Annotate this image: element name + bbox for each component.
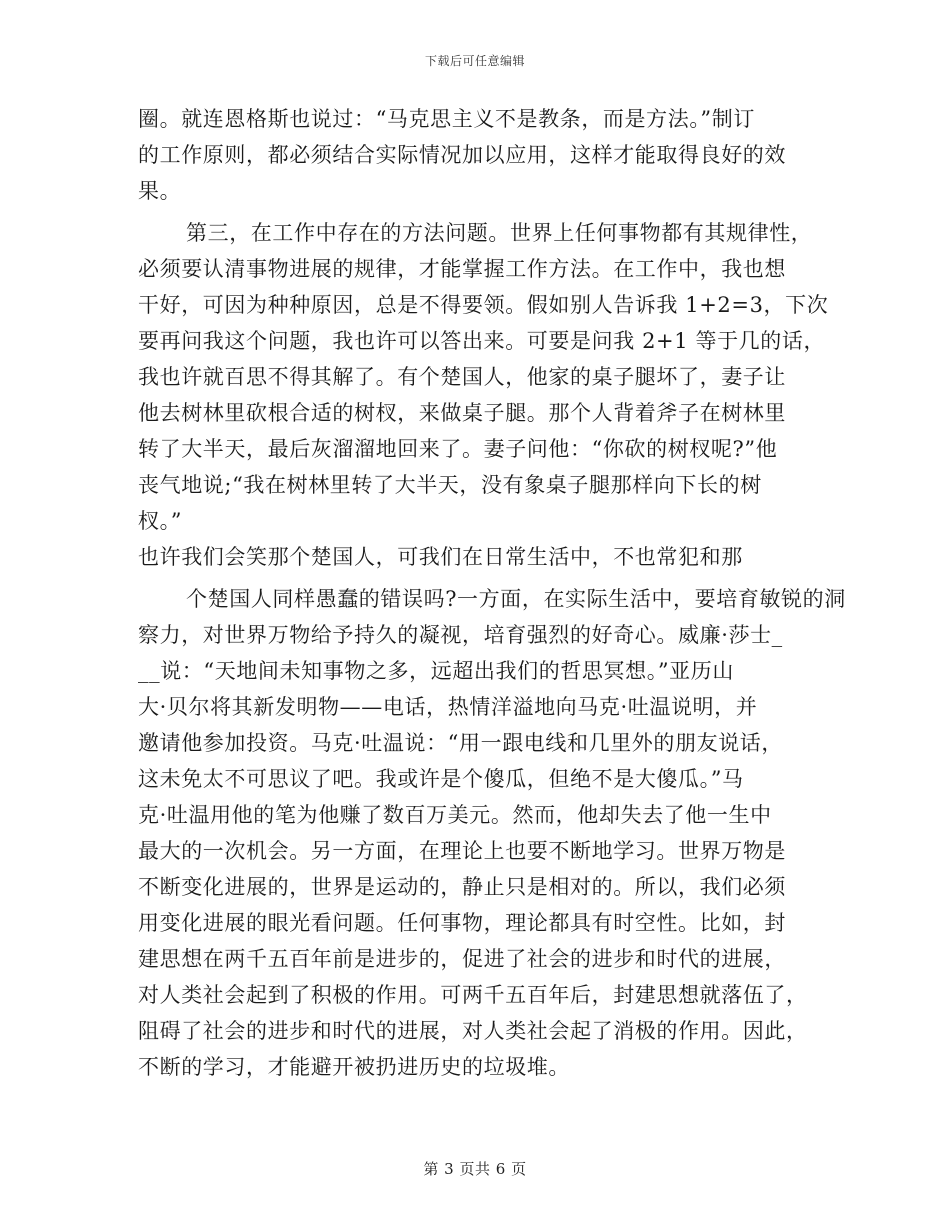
text-line: 建思想在两千五百年前是进步的，促进了社会的进步和时代的进展， (138, 947, 786, 971)
text-line: 我也许就百思不得其解了。有个楚国人，他家的桌子腿坏了，妻子让 (138, 365, 786, 389)
text-line: 也许我们会笑那个楚国人，可我们在日常生活中，不也常犯和那 (138, 545, 743, 569)
page-footer: 第 3 页共 6 页 (423, 1160, 527, 1178)
text-line: 必须要认清事物进展的规律，才能掌握工作方法。在工作中，我也想 (138, 257, 786, 281)
text-line: 大·贝尔将其新发明物——电话，热情洋溢地向马克·吐温说明，并 (138, 695, 758, 719)
text-line: 这未免太不可思议了吧。我或许是个傻瓜，但绝不是大傻瓜。”马 (138, 767, 744, 791)
page-header: 下载后可任意编辑 (424, 54, 525, 68)
text-line: 对人类社会起到了积极的作用。可两千五百年后，封建思想就落伍了， (138, 983, 808, 1007)
text-line: 果。 (138, 179, 182, 203)
text-line: 克·吐温用他的笔为他赚了数百万美元。然而，他却失去了他一生中 (138, 803, 772, 827)
paragraph-start-line: 个楚国人同样愚蠢的错误吗?一方面，在实际生活中，要培育敏锐的洞 (186, 587, 846, 611)
text-line: 要再问我这个问题，我也许可以答出来。可要是问我 2+1 等于几的话， (138, 329, 826, 353)
text-line: 最大的一次机会。另一方面，在理论上也要不断地学习。世界万物是 (138, 839, 786, 863)
text-line: 圈。就连恩格斯也说过：“马克思主义不是教条，而是方法。”制订 (138, 107, 755, 131)
text-line: 转了大半天，最后灰溜溜地回来了。妻子问他：“你砍的树杈呢?”他 (138, 437, 778, 461)
text-line: 不断的学习，才能避开被扔进历史的垃圾堆。 (138, 1055, 570, 1079)
text-line: __说：“天地间未知事物之多，远超出我们的哲思冥想。”亚历山 (138, 659, 734, 683)
text-line: 阻碍了社会的进步和时代的进展，对人类社会起了消极的作用。因此， (138, 1019, 808, 1043)
document-body (138, 101, 846, 1085)
text-line: 用变化进展的眼光看问题。任何事物，理论都具有时空性。比如，封 (138, 911, 786, 935)
text-line: 察力，对世界万物给予持久的凝视，培育强烈的好奇心。威廉·莎士_ (138, 623, 783, 647)
text-line: 不断变化进展的，世界是运动的，静止只是相对的。所以，我们必须 (138, 875, 786, 899)
text-line: 他去树林里砍根合适的树杈，来做桌子腿。那个人背着斧子在树林里 (138, 401, 786, 425)
text-line: 丧气地说;“我在树林里转了大半天，没有象桌子腿那样向下长的树 (138, 473, 762, 497)
paragraph-start-line: 第三，在工作中存在的方法问题。世界上任何事物都有其规律性， (186, 221, 813, 245)
text-line: 邀请他参加投资。马克·吐温说：“用一跟电线和几里外的朋友说话， (138, 731, 784, 755)
text-line: 的工作原则，都必须结合实际情况加以应用，这样才能取得良好的效 (138, 143, 786, 167)
text-line: 杈。” (138, 509, 183, 533)
text-line: 干好，可因为种种原因，总是不得要领。假如别人告诉我 1+2=3，下次 (138, 293, 829, 317)
